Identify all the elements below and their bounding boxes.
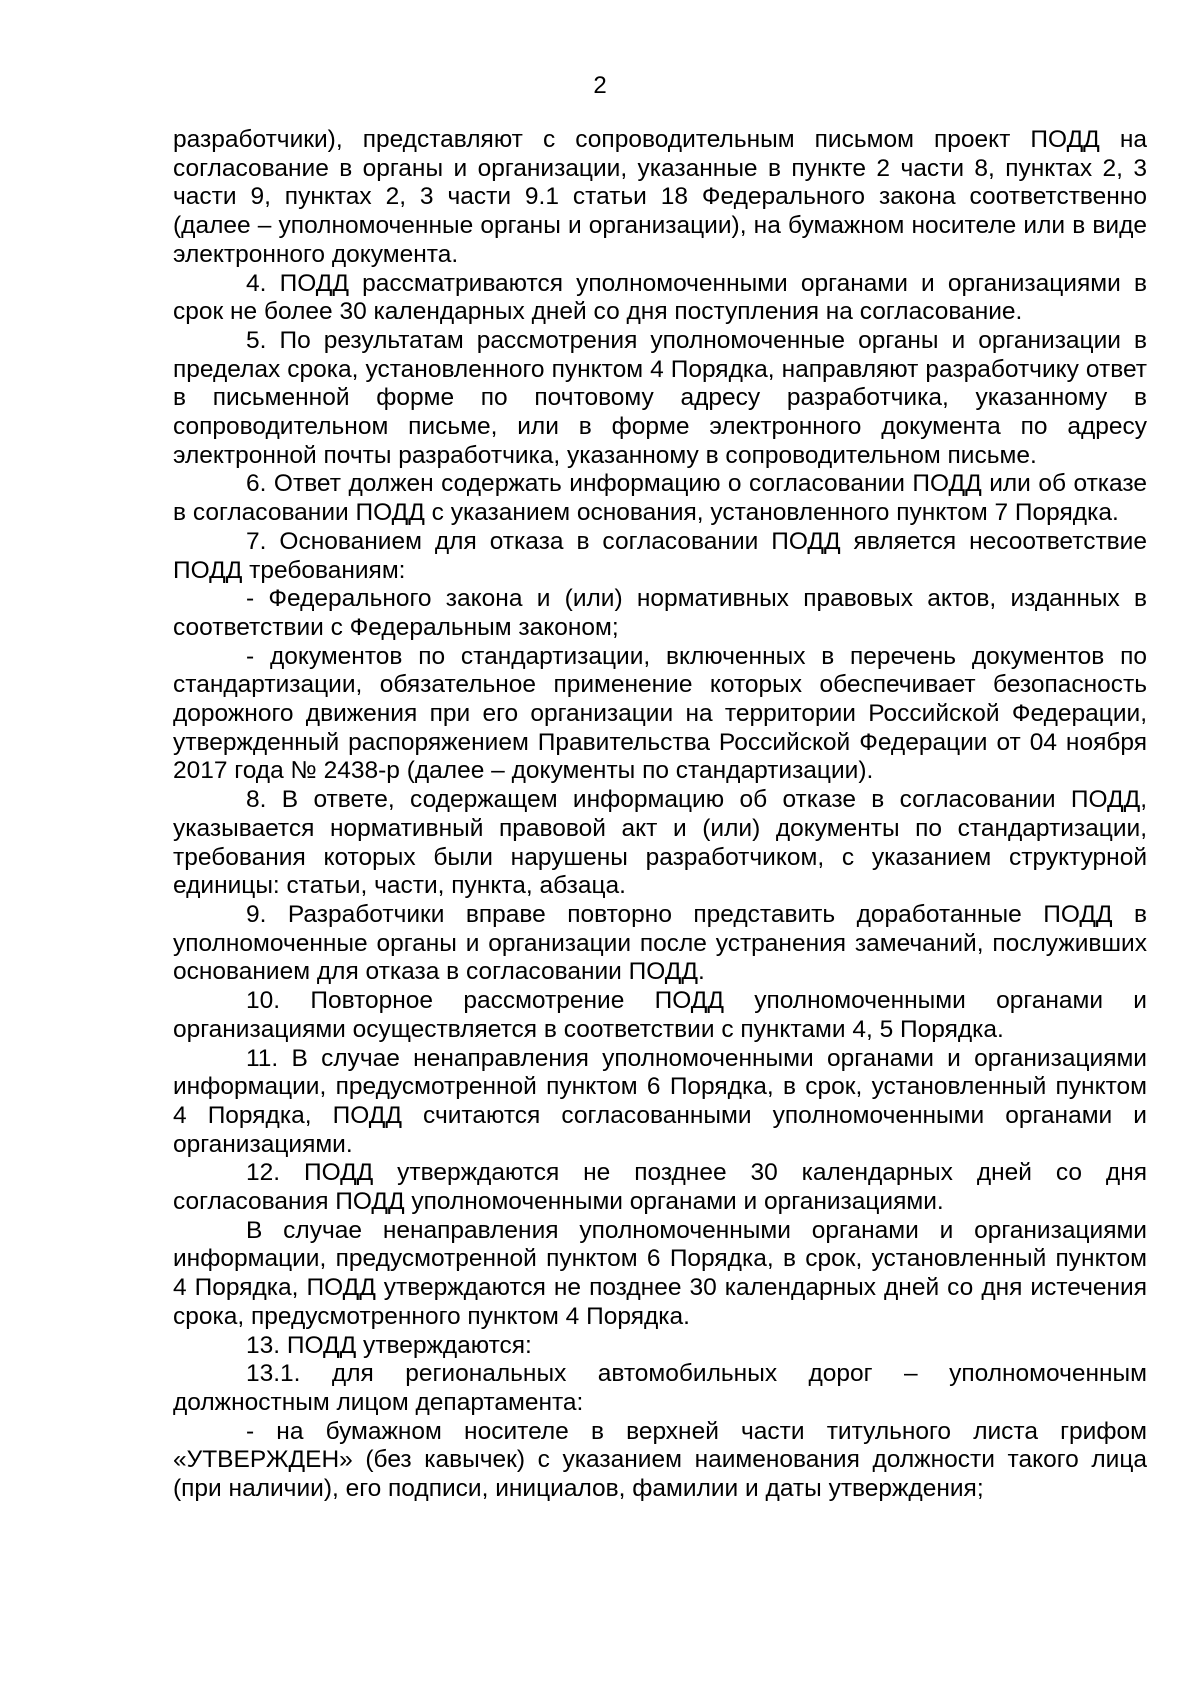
paragraph-item-5: 5. По результатам рассмотрения уполномоченные органы и организации в пределах срока, установленного пунктом 4 Порядка, направляют разработчику ответ в письменной форме по почтовому адресу разработчика, указанному в сопроводительном письме, или в форме электронного документа по адресу электронной почты разработчика, указанному в сопроводительном письме. bbox=[173, 326, 1147, 469]
paragraph-item-11: 11. В случае ненаправления уполномоченными органами и организациями информации, предусмотренной пунктом 6 Порядка, в срок, установленный пунктом 4 Порядка, ПОДД считаются согласованными уполномоченными органами и организациями. bbox=[173, 1044, 1147, 1158]
page-number: 2 bbox=[593, 72, 607, 99]
paragraph-continuation: разработчики), представляют с сопроводительным письмом проект ПОДД на согласование в органы и организации, указанные в пункте 2 части 8, пунктах 2, 3 части 9, пунктах 2, 3 части 9.1 статьи 18 Федерального закона соответственно (далее – уполномоченные органы и организации), на бумажном носителе или в виде электронного документа. bbox=[173, 126, 1147, 268]
document-body bbox=[173, 126, 1147, 1504]
paragraph-item-10: 10. Повторное рассмотрение ПОДД уполномоченными органами и организациями осуществляется в соответствии с пунктами 4, 5 Порядка. bbox=[173, 987, 1147, 1043]
paragraph-item-8: 8. В ответе, содержащем информацию об отказе в согласовании ПОДД, указывается нормативный правовой акт и (или) документы по стандартизации, требования которых были нарушены разработчиком, с указанием структурной единицы: статьи, части, пункта, абзаца. bbox=[173, 786, 1147, 900]
paragraph-item-9: 9. Разработчики вправе повторно представить доработанные ПОДД в уполномоченные органы и организации после устранения замечаний, послуживших основанием для отказа в согласовании ПОДД. bbox=[173, 900, 1147, 986]
paragraph-item-13-1-bullet-1: - на бумажном носителе в верхней части титульного листа грифом «УТВЕРЖДЕН» (без кавычек) с указанием наименования должности такого лица (при наличии), его подписи, инициалов, фамилии и даты утверждения; bbox=[173, 1417, 1147, 1503]
paragraph-item-12-continued: В случае ненаправления уполномоченными органами и организациями информации, предусмотренной пунктом 6 Порядка, в срок, установленный пунктом 4 Порядка, ПОДД утверждаются не позднее 30 календарных дней со дня истечения срока, предусмотренного пунктом 4 Порядка. bbox=[173, 1216, 1147, 1330]
paragraph-item-6: 6. Ответ должен содержать информацию о согласовании ПОДД или об отказе в согласовании ПОДД с указанием основания, установленного пунктом 7 Порядка. bbox=[173, 470, 1147, 527]
paragraph-item-7-bullet-1: - Федерального закона и (или) нормативных правовых актов, изданных в соответствии с Федеральным законом; bbox=[173, 585, 1147, 641]
paragraph-item-13-1: 13.1. для региональных автомобильных дорог – уполномоченным должностным лицом департамента: bbox=[173, 1360, 1147, 1416]
paragraph-item-12: 12. ПОДД утверждаются не позднее 30 календарных дней со дня согласования ПОДД уполномоченными органами и организациями. bbox=[173, 1159, 1147, 1216]
paragraph-item-4: 4. ПОДД рассматриваются уполномоченными органами и организациями в срок не более 30 календарных дней со дня поступления на согласование. bbox=[173, 269, 1147, 326]
paragraph-item-13: 13. ПОДД утверждаются: bbox=[246, 1331, 532, 1359]
paragraph-item-7-bullet-2: - документов по стандартизации, включенных в перечень документов по стандартизации, обязательное применение которых обеспечивает безопасность дорожного движения при его организации на территории Российской Федерации, утвержденный распоряжением Правительства Российской Федерации от 04 ноября 2017 года № 2438-р (далее – документы по стандартизации). bbox=[173, 642, 1147, 785]
paragraph-item-7: 7. Основанием для отказа в согласовании ПОДД является несоответствие ПОДД требованиям: bbox=[173, 527, 1147, 584]
